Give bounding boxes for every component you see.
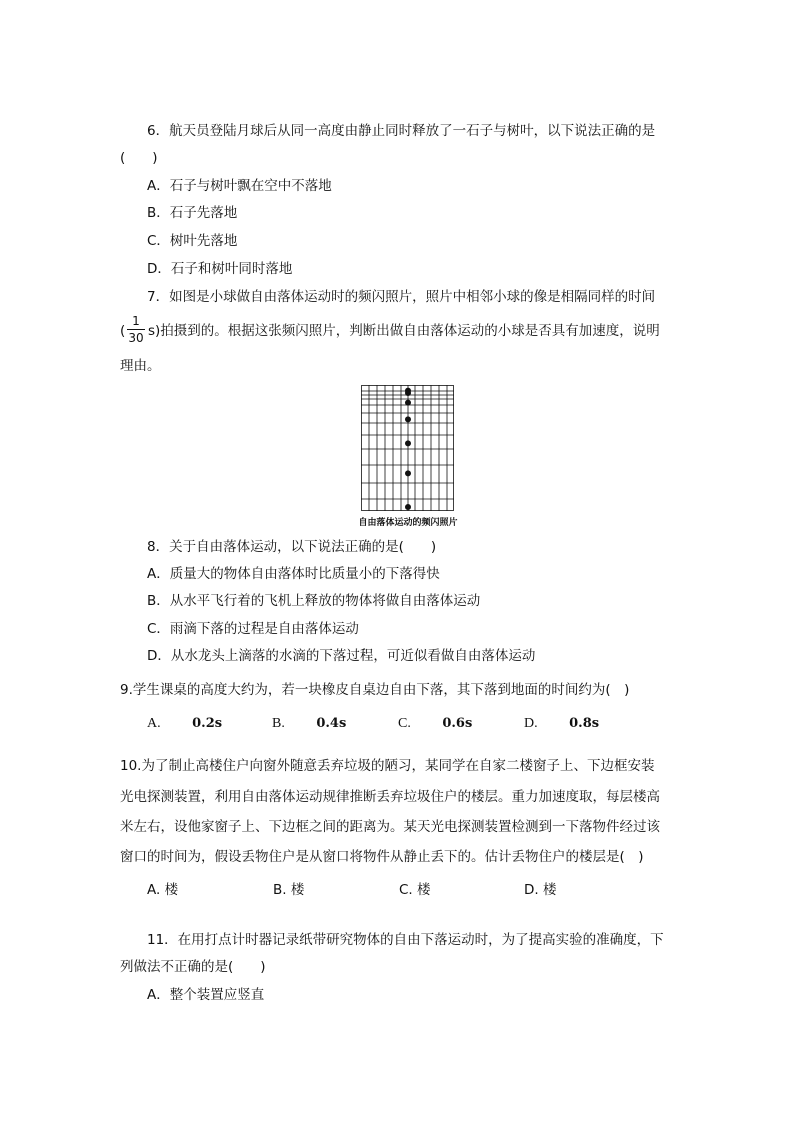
q9-stem: 9.学生课桌的高度大约为，若一块橡皮自桌边自由下落，其下落到地面的时间约为( ) xyxy=(120,682,630,698)
q11-option-a: A．整个装置应竖直 xyxy=(147,987,265,1003)
strobe-ball xyxy=(405,470,411,476)
q6-answer-paren: ( ) xyxy=(120,150,158,166)
q10-stem-line1: 10.为了制止高楼住户向窗外随意丢弃垃圾的陋习，某同学在自家二楼窗子上、下边框安装 xyxy=(120,758,655,774)
strobe-ball xyxy=(405,390,411,396)
q11-stem-line1: 11．在用打点计时器记录纸带研究物体的自由下落运动时，为了提高实验的准确度，下 xyxy=(147,932,664,948)
q10-option-d: D. 楼 xyxy=(524,882,557,898)
q7-fraction-denominator: 30 xyxy=(128,331,144,345)
q10-stem-line4: 窗口的时间为，假设丢物住户是从窗口将物件从静止丢下的。估计丢物住户的楼层是( ) xyxy=(120,849,644,865)
q10-stem-line2: 光电探测装置，利用自由落体运动规律推断丢弃垃圾住户的楼层。重力加速度取，每层楼高 xyxy=(120,789,660,805)
strobe-ball xyxy=(405,440,411,446)
q9-option-c xyxy=(398,716,472,732)
q7-stem-line3: 理由。 xyxy=(120,358,161,374)
q8-option-b: B．从水平飞行着的飞机上释放的物体将做自由落体运动 xyxy=(147,593,481,609)
q11-stem-line2: 列做法不正确的是( ) xyxy=(120,959,266,975)
strobe-photo-figure xyxy=(361,385,454,511)
q7-fraction-bar xyxy=(127,329,145,330)
q9-option-c-value: 0.6s xyxy=(442,716,473,731)
strobe-ball xyxy=(405,400,411,406)
q9-option-d xyxy=(524,716,599,732)
q10-stem-line3: 米左右，设他家窗子上、下边框之间的距离为。某天光电探测装置检测到一下落物件经过该 xyxy=(120,819,660,835)
q9-option-c-letter: C. xyxy=(398,716,411,731)
strobe-ball xyxy=(405,504,411,510)
q9-option-b-letter: B. xyxy=(272,716,285,731)
q9-option-b-value: 0.4s xyxy=(316,716,347,731)
q9-option-a xyxy=(147,716,222,732)
q8-stem: 8．关于自由落体运动，以下说法正确的是( ) xyxy=(147,539,437,555)
q6-stem: 6．航天员登陆月球后从同一高度由静止同时释放了一石子与树叶，以下说法正确的是 xyxy=(147,123,656,139)
figure-caption: 自由落体运动的频闪照片 xyxy=(358,518,458,528)
q7-fraction-numerator: 1 xyxy=(132,314,140,328)
strobe-ball xyxy=(405,416,411,422)
q6-option-d: D．石子和树叶同时落地 xyxy=(147,261,293,277)
q9-option-d-value: 0.8s xyxy=(569,716,600,731)
q7-fraction xyxy=(125,314,147,345)
q9-option-a-letter: A. xyxy=(147,716,161,731)
q7-open-paren: ( xyxy=(120,323,126,339)
q6-option-b: B．石子先落地 xyxy=(147,205,238,221)
q9-option-a-value: 0.2s xyxy=(192,716,223,731)
q10-option-a: A. 楼 xyxy=(147,882,179,898)
q10-option-b: B. 楼 xyxy=(273,882,305,898)
q7-stem-line2: s)拍摄到的。根据这张频闪照片，判断出做自由落体运动的小球是否具有加速度，说明 xyxy=(148,323,660,339)
q9-option-b xyxy=(272,716,346,732)
q10-option-c: C. 楼 xyxy=(399,882,431,898)
q8-option-c: C．雨滴下落的过程是自由落体运动 xyxy=(147,621,359,637)
q6-option-c: C．树叶先落地 xyxy=(147,233,238,249)
q8-option-d: D．从水龙头上滴落的水滴的下落过程，可近似看做自由落体运动 xyxy=(147,648,536,664)
q6-option-a: A．石子与树叶飘在空中不落地 xyxy=(147,178,332,194)
q9-option-d-letter: D. xyxy=(524,716,538,731)
q7-stem: 7．如图是小球做自由落体运动时的频闪照片，照片中相邻小球的像是相隔同样的时间 xyxy=(147,289,656,305)
q8-option-a: A．质量大的物体自由落体时比质量小的下落得快 xyxy=(147,566,440,582)
